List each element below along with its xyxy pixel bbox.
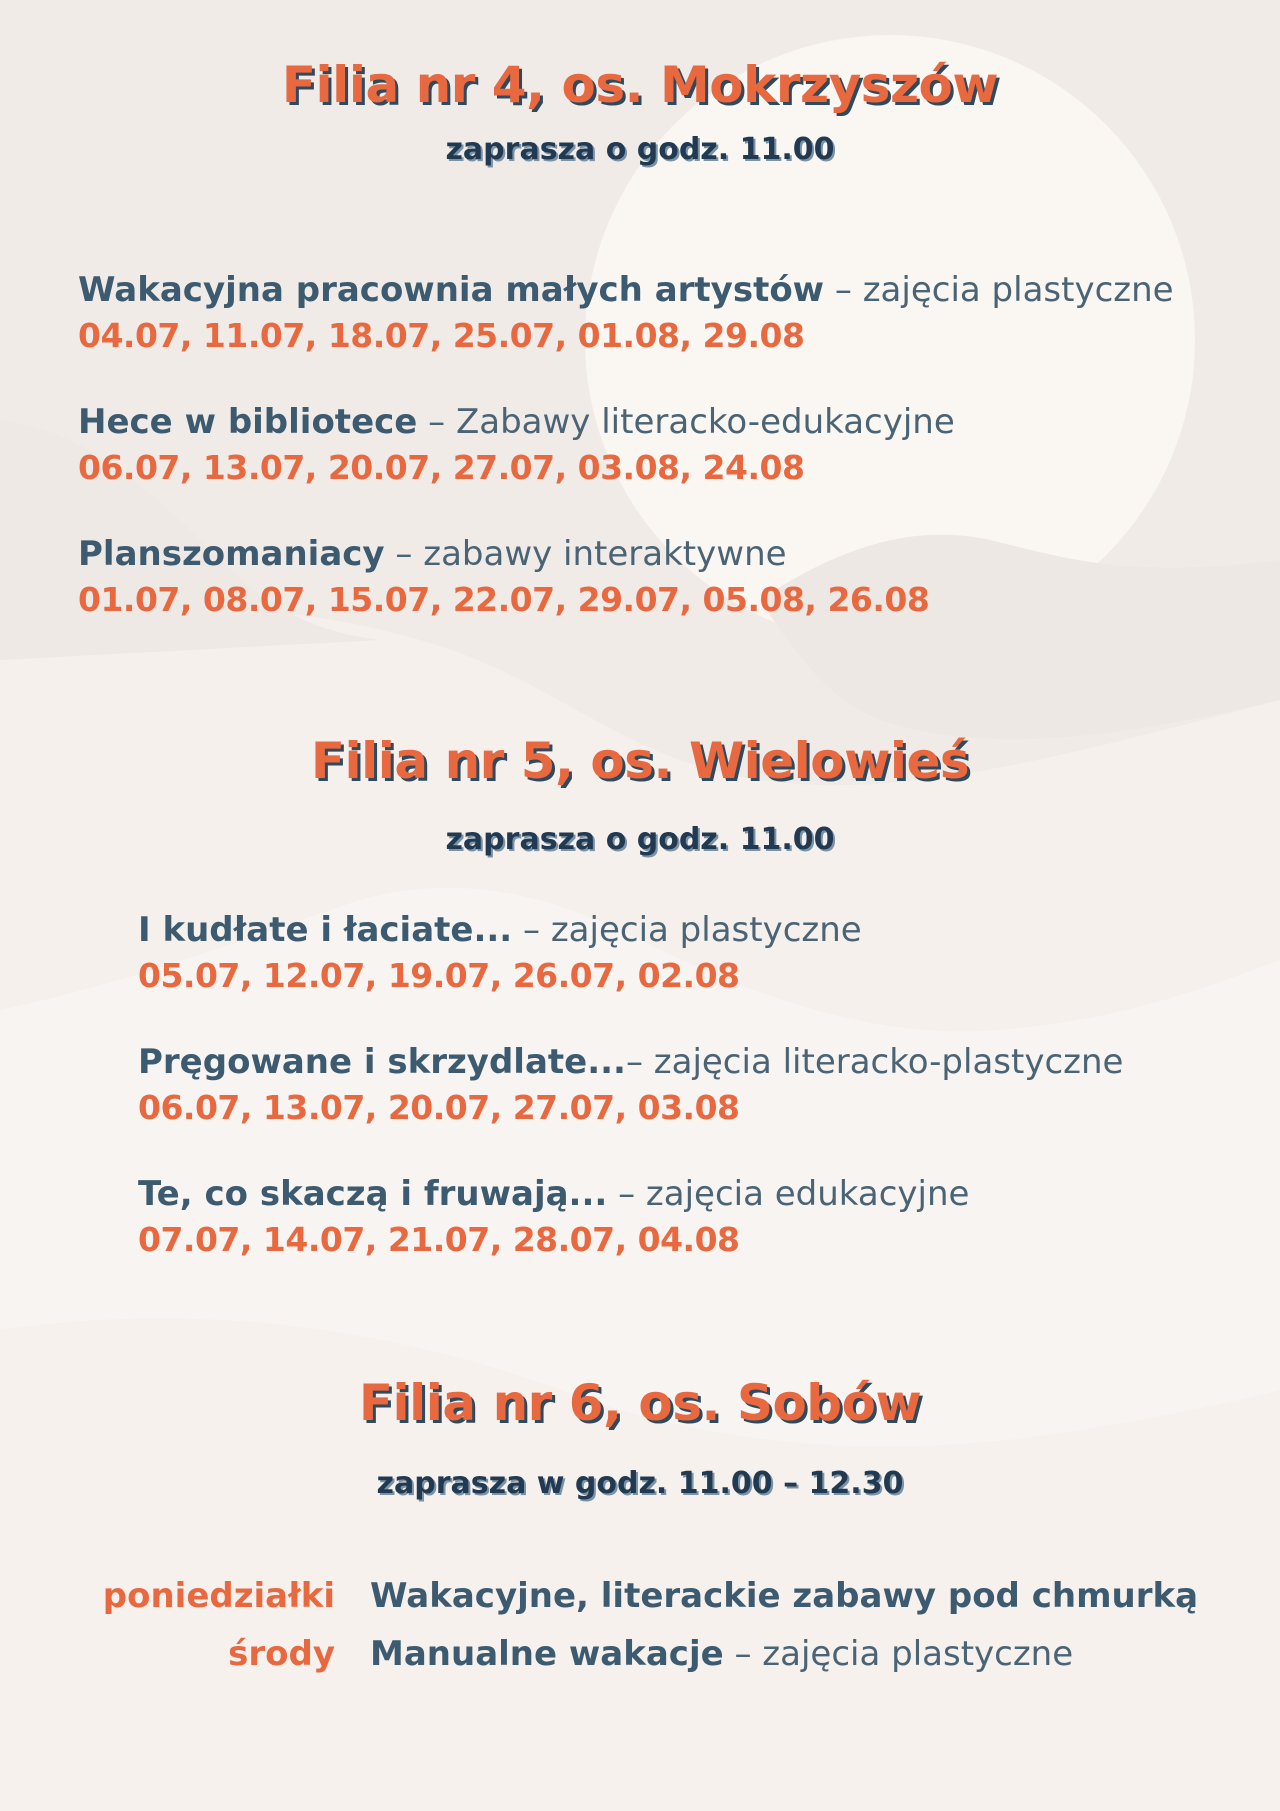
schedule-day: środy [228, 1634, 335, 1674]
activity-description: – zajęcia plastyczne [824, 270, 1174, 310]
branch5-title: Filia nr 5, os. Wielowieś [310, 732, 970, 790]
activity-name: Hece w bibliotece [78, 402, 418, 442]
activity-dates: 06.07, 13.07, 20.07, 27.07, 03.08, 24.08 [78, 448, 805, 487]
activity-name: Pręgowane i skrzydlate... [138, 1042, 626, 1082]
schedule-row-monday [0, 1568, 1280, 1624]
schedule-day: poniedziałki [102, 1576, 335, 1616]
activity-name: Te, co skaczą i fruwają... [138, 1174, 608, 1214]
activity-name: Wakacyjna pracownia małych artystów [78, 270, 825, 310]
branch4-activity-3 [78, 532, 929, 624]
activity-description: – zajęcia plastyczne [512, 910, 862, 950]
branch5-activity-2 [138, 1040, 1123, 1132]
activity-dates: 04.07, 11.07, 18.07, 25.07, 01.08, 29.08 [78, 316, 805, 355]
branch5-activity-1 [138, 908, 862, 1000]
schedule-activity-name: Manualne wakacje [370, 1634, 724, 1674]
schedule-row-wednesday [0, 1626, 1280, 1682]
activity-description: – zabawy interaktywne [384, 534, 787, 574]
branch5-activity-3 [138, 1172, 969, 1264]
branch5-invite: zaprasza o godz. 11.00 [445, 822, 835, 857]
activity-name: I kudłate i łaciate... [138, 910, 513, 950]
activity-description: – zajęcia edukacyjne [607, 1174, 970, 1214]
activity-dates: 01.07, 08.07, 15.07, 22.07, 29.07, 05.08, 26.08 [78, 580, 930, 619]
activity-dates: 05.07, 12.07, 19.07, 26.07, 02.08 [138, 956, 740, 995]
branch4-invite: zaprasza o godz. 11.00 [445, 132, 835, 167]
schedule-activity-description: – zajęcia plastyczne [723, 1634, 1074, 1674]
activity-dates: 06.07, 13.07, 20.07, 27.07, 03.08 [138, 1088, 740, 1127]
branch4-activity-2 [78, 400, 955, 492]
activity-dates: 07.07, 14.07, 21.07, 28.07, 04.08 [138, 1220, 740, 1259]
schedule-activity-name: Wakacyjne, literackie zabawy pod chmurką [370, 1576, 1199, 1616]
activity-name: Planszomaniacy [78, 534, 385, 574]
activity-description: – zajęcia literacko-plastyczne [625, 1042, 1124, 1082]
branch6-invite: zaprasza w godz. 11.00 – 12.30 [376, 1466, 904, 1501]
activity-description: – Zabawy literacko-edukacyjne [417, 402, 955, 442]
branch6-title: Filia nr 6, os. Sobów [358, 1374, 922, 1432]
branch4-activity-1 [78, 268, 1174, 360]
branch4-title: Filia nr 4, os. Mokrzyszów [281, 56, 999, 114]
